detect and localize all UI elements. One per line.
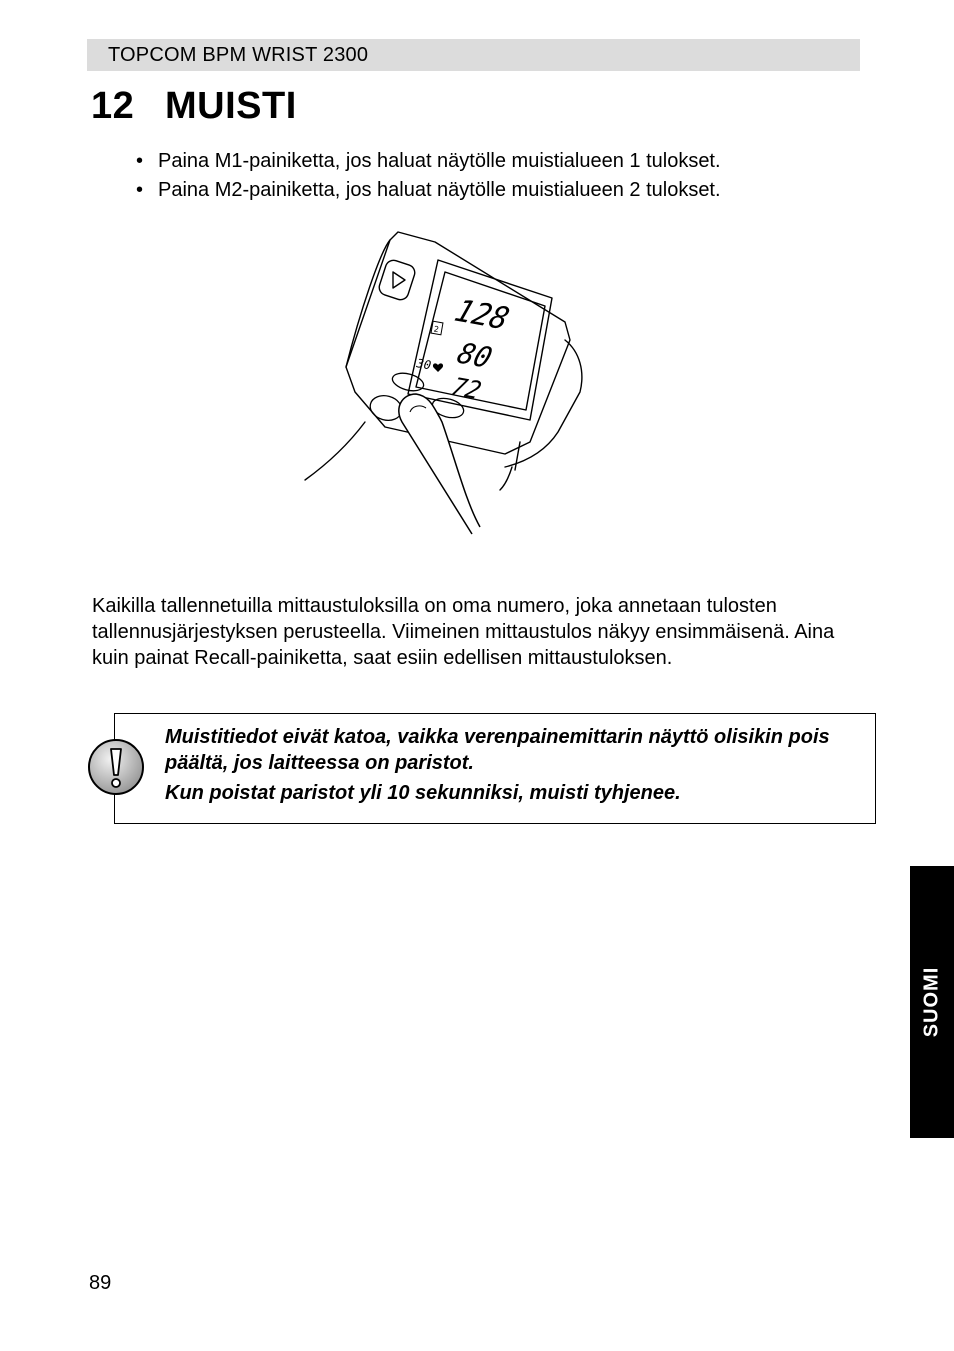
header-title: TOPCOM BPM WRIST 2300 [108, 44, 369, 66]
heart-icon [433, 363, 443, 372]
warning-exclamation-icon [86, 737, 146, 797]
section-title [91, 85, 297, 128]
section-number: 12 [91, 85, 135, 127]
pulse-readout: 72 [447, 372, 485, 405]
wrist-monitor-illustration [290, 222, 600, 542]
page-number: 89 [89, 1272, 112, 1294]
instruction-list [136, 149, 721, 207]
memory-zone-readout: 2 [433, 324, 440, 335]
section-title-text: MUISTI [165, 85, 297, 127]
language-tab-label: SUOMI [920, 966, 943, 1038]
header-bar [87, 39, 860, 71]
finger-icon [399, 394, 480, 534]
note-text [165, 724, 870, 806]
diastolic-readout: 80 [452, 336, 497, 375]
play-button-icon [393, 272, 405, 288]
note-line: Kun poistat paristot yli 10 sekunniksi, muisti tyhjenee. [165, 782, 681, 804]
memory-index-readout: 30 [415, 356, 433, 373]
language-tab [910, 866, 954, 1138]
note-line: Muistitiedot eivät katoa, vaikka verenpainemittarin näyttö olisikin pois päältä, jos laitteessa on paristot. [165, 726, 830, 774]
list-item: • Paina M1-painiketta, jos haluat näytölle muistialueen 1 tulokset. [136, 149, 721, 178]
body-paragraph: Kaikilla tallennetuilla mittaustuloksilla on oma numero, joka annetaan tulosten tallennusjärjestyksen perusteella. Viimeinen mittaustulos näkyy ensimmäisenä. Aina kuin painat Recall-painiketta, saat esiin edellisen mittaustuloksen. [92, 595, 835, 669]
systolic-readout: 128 [449, 293, 514, 338]
list-item: • Paina M2-painiketta, jos haluat näytölle muistialueen 2 tulokset. [136, 178, 721, 207]
